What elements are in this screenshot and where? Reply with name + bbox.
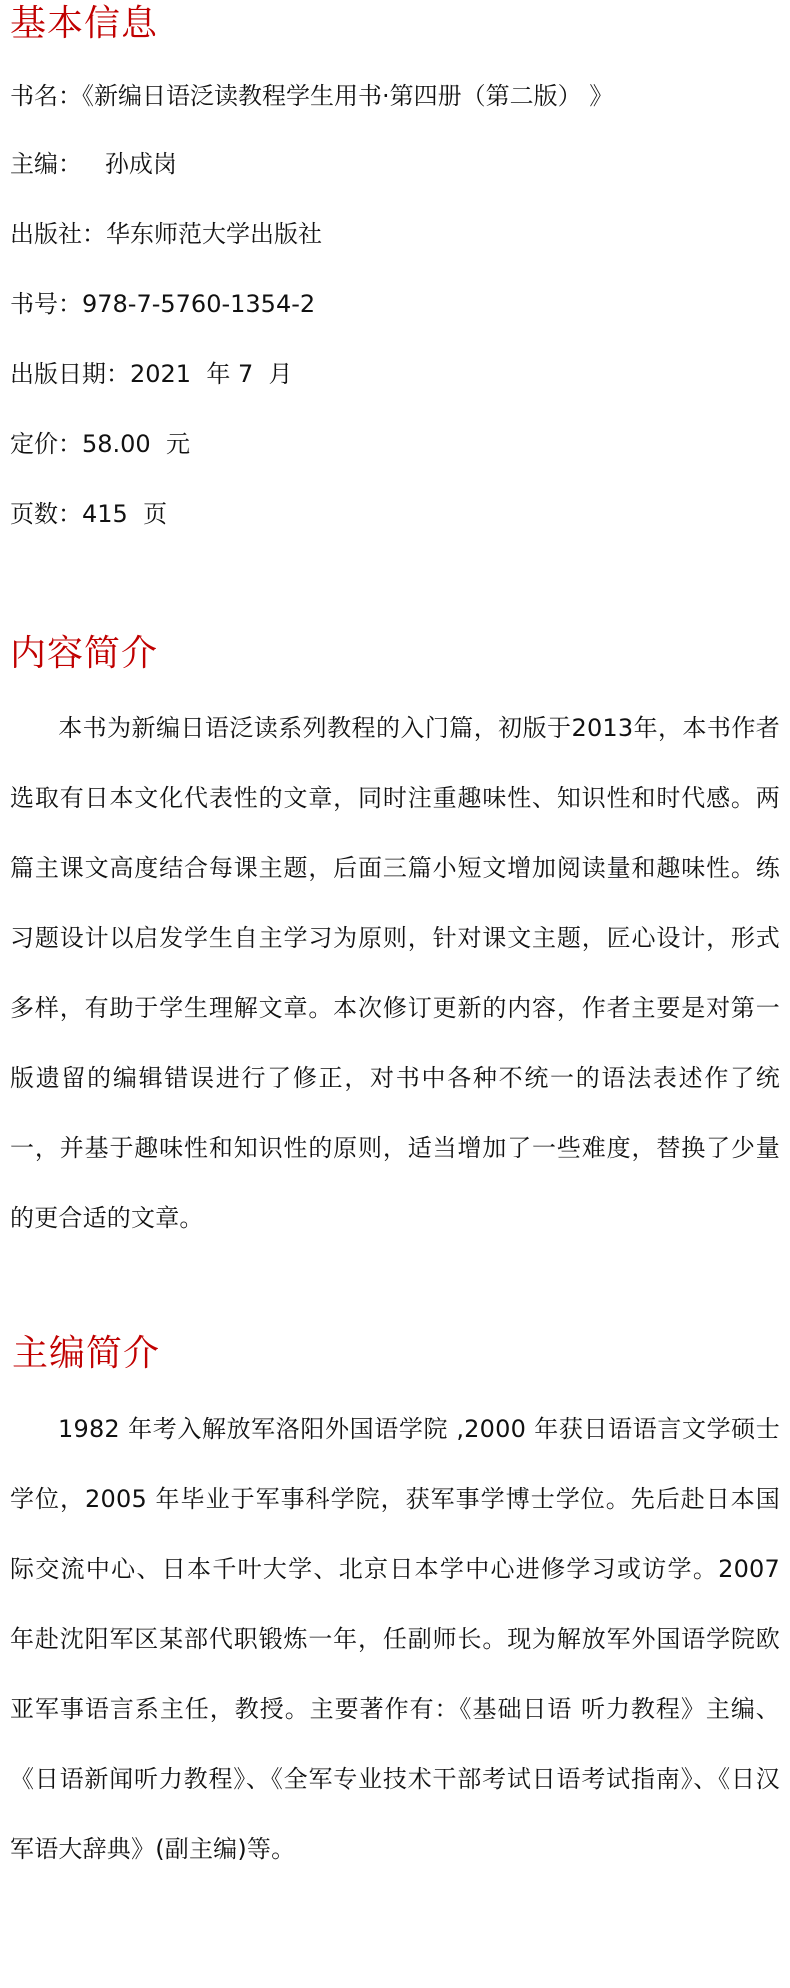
publisher-line: 出版社：华东师范大学出版社 (10, 220, 322, 248)
publish-date-line: 出版日期：2021 年 7 月 (10, 360, 293, 388)
editor-text: 1982 年考入解放军洛阳外国语学院 ,2000 年获日语语言文学硕士学位，2005 年毕业于军事科学院，获军事学博士学位。先后赴日本国际交流中心、日本千叶大学、北京日本学中心进修学习或访学。2007 年赴沈阳军区某部代职锻炼一年，任副师长。现为解放军外国语学院欧亚军事语言系主任，教授。主要著作有：《基础日语 听力教程》主编、《日语新闻听力教程》、《全军专业技术干部考试日语考试指南》、《日汉军语大辞典》(副主编)等。 (10, 1415, 780, 1863)
price-line: 定价：58.00 元 (10, 430, 190, 458)
summary-heading: 内容简介 (10, 633, 159, 674)
editor-paragraph (10, 1394, 780, 1884)
book-title-line: 书名：《新编日语泛读教程学生用书·第四册（第二版） 》 (10, 82, 614, 110)
summary-text: 本书为新编日语泛读系列教程的入门篇，初版于2013年，本书作者选取有日本文化代表性的文章，同时注重趣味性、知识性和时代感。两篇主课文高度结合每课主题，后面三篇小短文增加阅读量和趣味性。练习题设计以启发学生自主学习为原则，针对课文主题，匠心设计，形式多样，有助于学生理解文章。本次修订更新的内容，作者主要是对第一版遗留的编辑错误进行了修正，对书中各种不统一的语法表述作了统一，并基于趣味性和知识性的原则，适当增加了一些难度，替换了少量的更合适的文章。 (10, 714, 780, 1232)
editor-heading: 主编简介 (12, 1333, 161, 1374)
summary-paragraph (10, 693, 780, 1253)
page-count-line: 页数：415 页 (10, 500, 168, 528)
basic-info-heading: 基本信息 (10, 3, 159, 44)
isbn-line: 书号：978-7-5760-1354-2 (10, 290, 316, 318)
editor-line: 主编： 孙成岗 (10, 150, 177, 178)
